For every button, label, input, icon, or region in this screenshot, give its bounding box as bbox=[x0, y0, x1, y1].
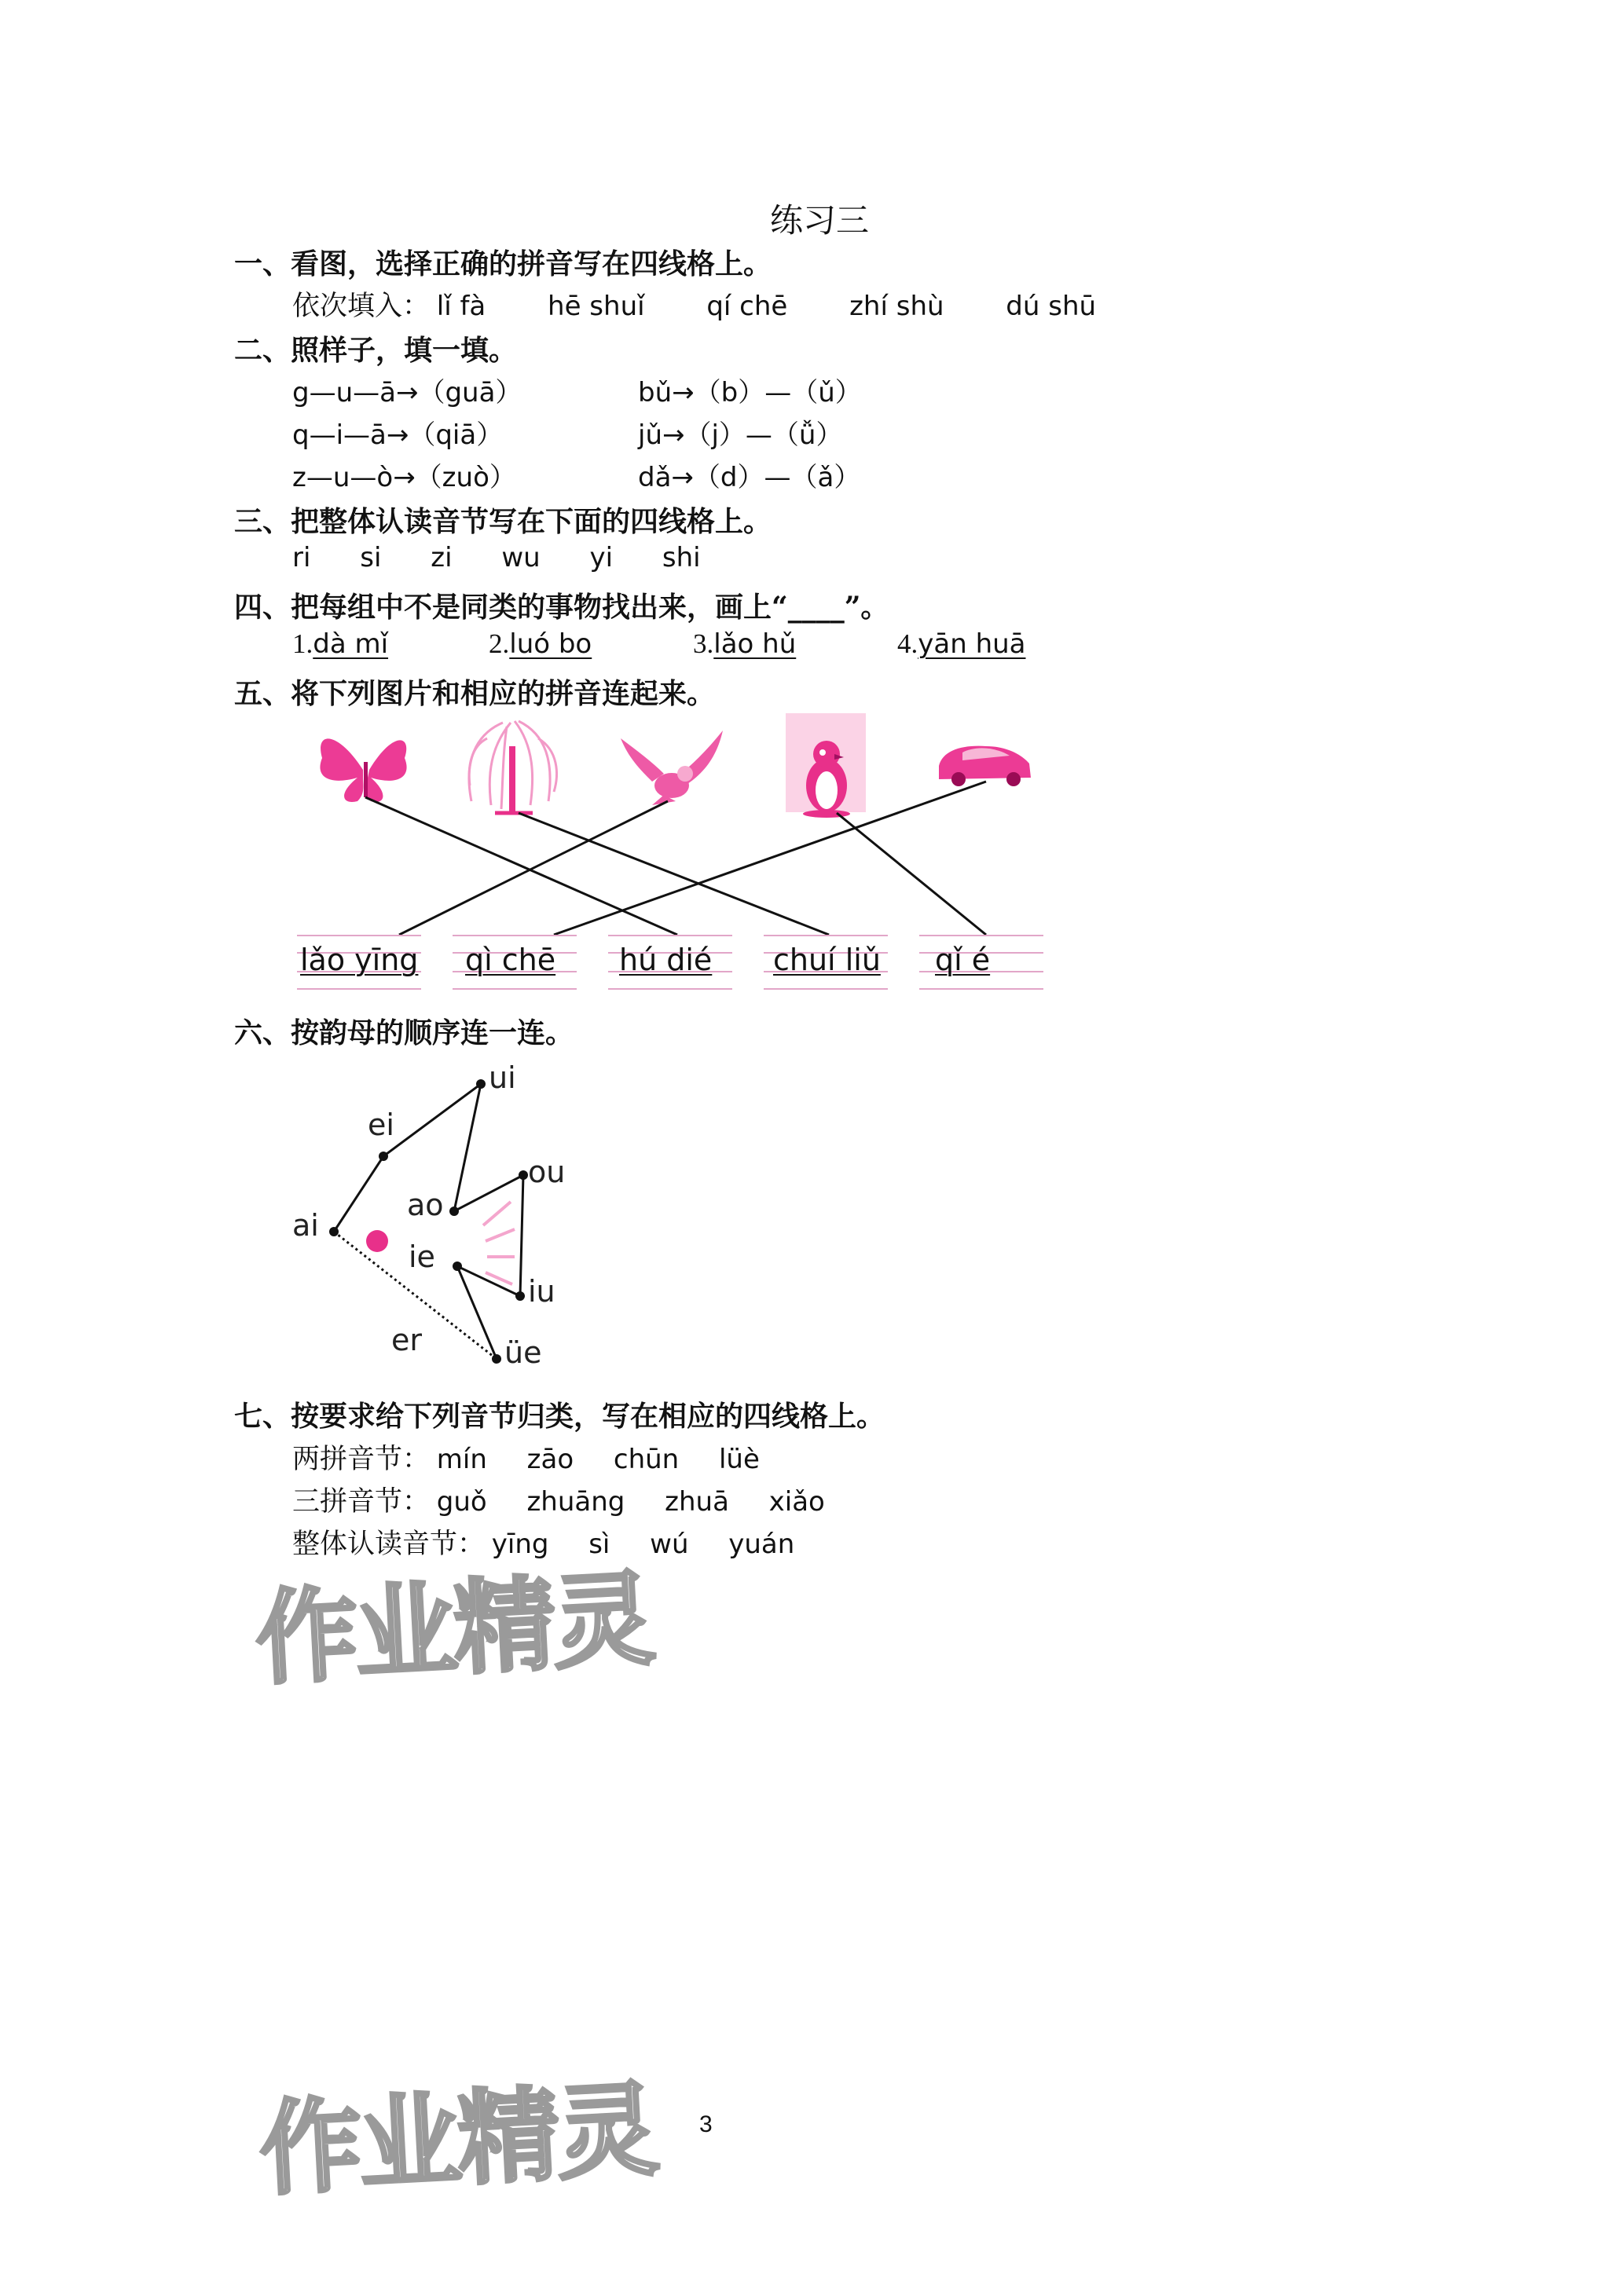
syllable: shi bbox=[662, 542, 701, 573]
spell-example-1: g—u—ā→（guā） bbox=[292, 377, 522, 408]
watermark-bottom: 作业精灵 bbox=[256, 2069, 659, 2210]
split-example-3: dǎ→（d）—（ǎ） bbox=[638, 462, 861, 493]
syllable: guǒ bbox=[436, 1486, 487, 1518]
item-number: 3. bbox=[693, 628, 714, 659]
syllable: chūn bbox=[613, 1444, 680, 1475]
vowel-node-iu bbox=[515, 1291, 525, 1301]
item-number: 2. bbox=[489, 628, 510, 659]
syllable: mín bbox=[436, 1444, 487, 1475]
vowel-er: er bbox=[391, 1323, 423, 1357]
vowel-node-ai bbox=[329, 1227, 339, 1236]
fill-prefix: 依次填入： bbox=[292, 291, 431, 321]
answer-underlined: dà mǐ bbox=[313, 628, 389, 660]
syllable: yi bbox=[589, 542, 614, 573]
option-3: qí chē bbox=[706, 291, 788, 322]
syllable: xiǎo bbox=[768, 1486, 825, 1518]
answer-underlined: yān huā bbox=[918, 628, 1026, 660]
vowel-ou: ou bbox=[528, 1155, 566, 1189]
vowel-node-ui bbox=[476, 1079, 486, 1089]
syllable: lüè bbox=[718, 1444, 760, 1475]
section-3-heading: 三、把整体认读音节写在下面的四线格上。 bbox=[234, 505, 772, 538]
split-example-1: bǔ→（b）—（ǔ） bbox=[638, 377, 862, 408]
section-1-heading: 一、看图，选择正确的拼音写在四线格上。 bbox=[234, 247, 772, 280]
page-number: 3 bbox=[699, 2111, 713, 2137]
vowel-node-ao bbox=[449, 1207, 459, 1216]
syllable: zi bbox=[431, 542, 453, 573]
option-4: zhí shù bbox=[849, 291, 944, 322]
syllable: si bbox=[360, 542, 382, 573]
row-label: 整体认读音节： bbox=[292, 1529, 486, 1559]
vowel-node-ou bbox=[519, 1170, 528, 1180]
syllable: wú bbox=[650, 1529, 689, 1560]
classify-row-two-part bbox=[292, 1437, 760, 1477]
syllable: ri bbox=[292, 542, 311, 573]
option-1: lǐ fà bbox=[436, 291, 486, 322]
syllable: wu bbox=[501, 542, 541, 573]
answer-qiche: qì chē bbox=[465, 943, 556, 977]
syllable: yuán bbox=[728, 1529, 795, 1560]
vowel-node-ei bbox=[379, 1152, 388, 1161]
watermark-top: 作业精灵 bbox=[252, 1558, 655, 1700]
syllable: yīng bbox=[491, 1529, 549, 1560]
vowel-ie: ie bbox=[409, 1240, 435, 1274]
vowel-node-ue bbox=[492, 1354, 501, 1364]
vowel-iu: iu bbox=[528, 1274, 555, 1309]
syllable: sì bbox=[588, 1529, 610, 1560]
syllable: zhuāng bbox=[526, 1486, 625, 1518]
section-7-heading: 七、按要求给下列音节归类，写在相应的四线格上。 bbox=[234, 1400, 885, 1433]
vowel-node-ie bbox=[453, 1262, 462, 1271]
answer-chuiliu: chuí liǔ bbox=[773, 943, 881, 977]
page-title: 练习三 bbox=[770, 201, 870, 240]
answer-laoying: lǎo yīng bbox=[300, 943, 419, 977]
vowel-ei: ei bbox=[368, 1108, 394, 1142]
split-example-2: jǔ→（j）—（ǚ） bbox=[638, 419, 843, 451]
section-2-heading: 二、照样子，填一填。 bbox=[234, 334, 518, 367]
vowel-ao: ao bbox=[407, 1188, 444, 1222]
answer-qie: qǐ é bbox=[935, 943, 991, 977]
answer-underlined: luó bo bbox=[509, 628, 592, 660]
vowel-ui: ui bbox=[489, 1060, 516, 1095]
vowel-ue: üe bbox=[504, 1335, 542, 1370]
syllable: zhuā bbox=[665, 1486, 729, 1518]
spell-example-3: z—u—ò→（zuò） bbox=[292, 462, 516, 493]
option-2: hē shuǐ bbox=[548, 291, 645, 322]
answer-hudie: hú dié bbox=[619, 943, 713, 977]
row-label: 三拼音节： bbox=[292, 1486, 431, 1517]
classify-row-three-part bbox=[292, 1480, 825, 1519]
spell-example-2: q—i—ā→（qiā） bbox=[292, 419, 504, 451]
section-5-heading: 五、将下列图片和相应的拼音连起来。 bbox=[234, 677, 716, 710]
option-5: dú shū bbox=[1006, 291, 1097, 322]
answer-underlined: lǎo hǔ bbox=[713, 628, 797, 660]
section-4-heading: 四、把每组中不是同类的事物找出来，画上“____”。 bbox=[234, 591, 889, 624]
item-number: 4. bbox=[897, 628, 918, 659]
vowel-ai: ai bbox=[292, 1208, 319, 1243]
item-number: 1. bbox=[292, 628, 313, 659]
syllable: zāo bbox=[526, 1444, 574, 1475]
row-label: 两拼音节： bbox=[292, 1444, 431, 1474]
section-6-heading: 六、按韵母的顺序连一连。 bbox=[234, 1016, 574, 1049]
